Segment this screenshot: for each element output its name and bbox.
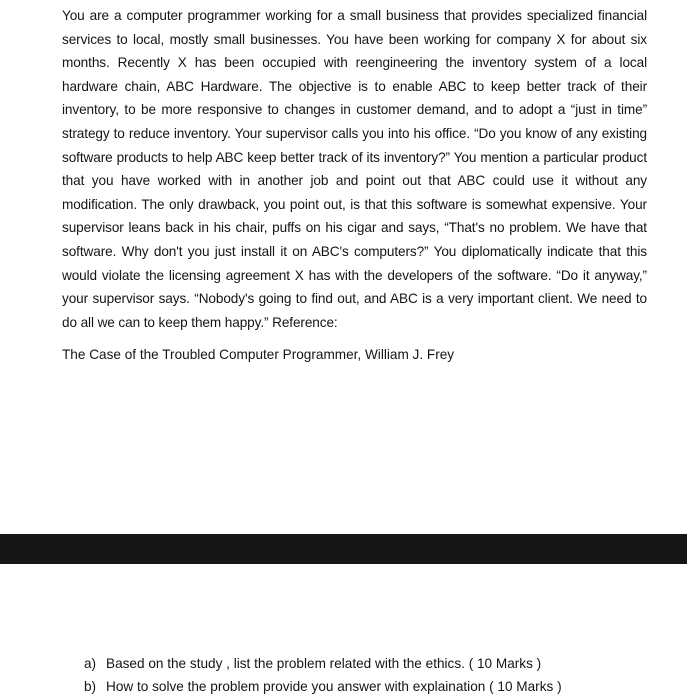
question-marker: a)	[84, 656, 97, 671]
question-item-a	[84, 652, 562, 675]
question-list	[84, 652, 562, 698]
question-marker: b)	[84, 679, 97, 694]
case-study-paragraph: You are a computer programmer working for a small business that provides specialized financial services to local, mostly small businesses. You have been working for company X for about six months. Recently X has been occupied with reengineering the inventory system of a local hardware chain, ABC Hardware. The objective is to enable ABC to keep better track of their inventory, to be more responsive to changes in customer demand, and to adopt a “just in time” strategy to reduce inventory. Your supervisor calls you into his office. “Do you know of any existing software products to help ABC keep better track of its inventory?” You mention a particular product that you have worked with in another job and point out that ABC could use it without any modification. The only drawback, you point out, is that this software is somewhat expensive. Your supervisor leans back in his chair, puffs on his cigar and says, “That's no problem. We have that software. Why don't you just install it on ABC's computers?” You diplomatically indicate that this would violate the licensing agreement X has with the developers of the software. “Do it anyway,” your supervisor says. “Nobody's going to find out, and ABC is a very important client. We need to do all we can to keep them happy.” Reference:	[62, 8, 647, 330]
page-separator-band	[0, 534, 687, 564]
question-text: How to solve the problem provide you answer with explaination ( 10 Marks )	[106, 679, 562, 694]
reference-citation: The Case of the Troubled Computer Programmer, William J. Frey	[62, 347, 455, 362]
question-text: Based on the study , list the problem related with the ethics. ( 10 Marks )	[106, 656, 542, 671]
question-item-b	[84, 675, 562, 698]
